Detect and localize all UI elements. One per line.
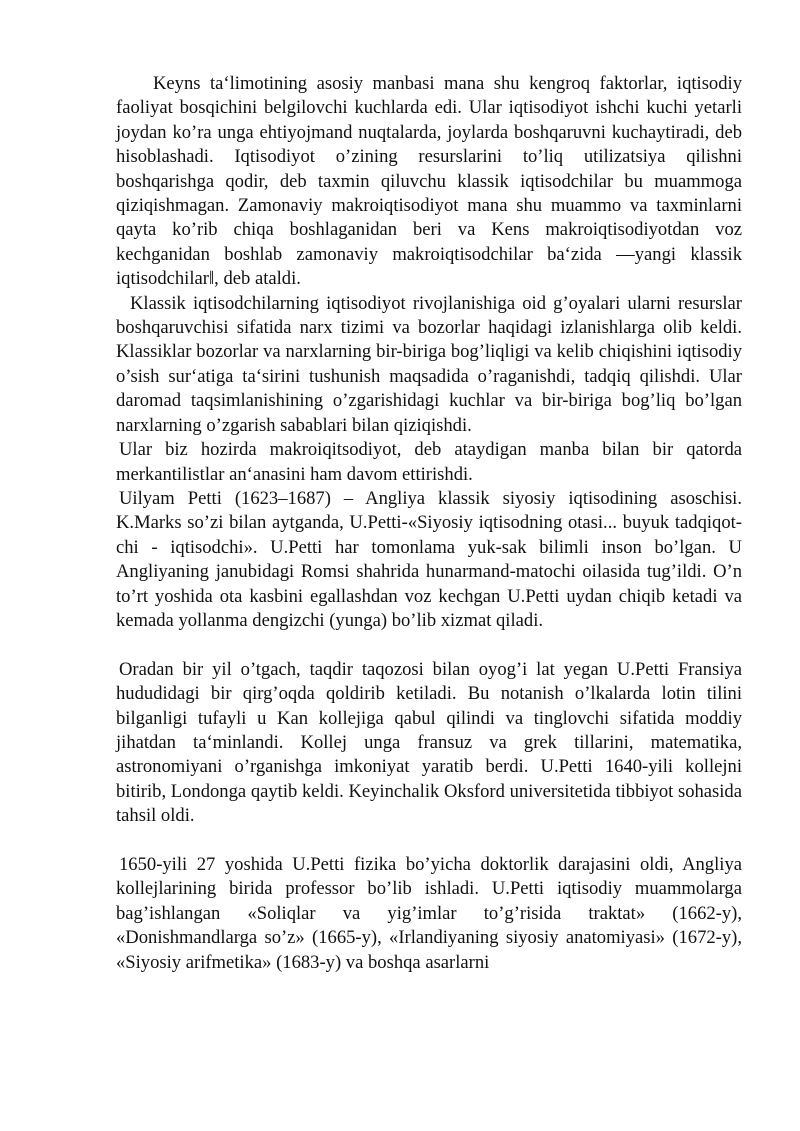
paragraph-gap xyxy=(116,829,742,853)
paragraph-gap xyxy=(116,633,742,657)
paragraph-william-petty: Uilyam Petti (1623–1687) – Angliya klassik siyosiy iqtisodining asoschisi. K.Marks so’zi bilan aytganda, U.Petti-«Siyosiy iqtisodning otasi... buyuk tadqiqot-chi - iqtisodchi». U.Petti har tomonlama yuk-sak bilimli inson bo’lgan. U Angliyaning janubidagi Romsi shahrida hunarmand-matochi oilasida tug’ildi. O’n to’rt yoshida ota kasbini egallashdan voz kechgan U.Petti uydan chiqib ketadi va kemada yollanma dengizchi (yunga) bo’lib xizmat qiladi. xyxy=(116,487,742,631)
paragraph-mercantilists: Ular biz hozirda makroiqitsodiyot, deb ataydigan manba bilan bir qatorda merkantilistlar an‘anasini ham davom ettirishdi. xyxy=(116,439,742,485)
paragraph-classical-economists: Klassik iqtisodchilarning iqtisodiyot rivojlanishiga oid g’oyalari ularni resurslar boshqaruvchisi sifatida narx tizimi va bozorlar haqidagi izlanishlarga olib keldi. Klassiklar bozorlar va narxlarning bir-biriga bog’liqligi va kelib chiqishini iqtisodiy o’sish sur‘atiga ta‘sirini tushunish maqsadida o’raganishdi, tadqiq qilishdi. Ular daromad taqsimlanishining o’zgarishidagi kuchlar va bir-biriga bog’liq bo’lgan narxlarning o’zgarish sabablari bilan qiziqishdi. xyxy=(116,292,742,436)
paragraph-keyns: Keyns ta‘limotining asosiy manbasi mana shu kengroq faktorlar, iqtisodiy faoliyat bosqichini belgilovchi kuchlarda edi. Ular iqtisodiyot ishchi kuchi yetarli joydan ko’ra unga ehtiyojmand nuqtalarda, joylarda boshqaruvni kuchaytiradi, deb hisoblashadi. Iqtisodiyot o’zining resurslarini to’liq utilizatsiya qilishni boshqarishga qodir, deb taxmin qiluvchu klassik iqtisodchilar bu muammoga qiziqishmagan. Zamonaviy makroiqtisodiyot mana shu muammo va taxminlarni qayta ko’rib chiqa boshlaganidan beri va Kens makroiqtisodiyotdan voz kechganidan boshlab zamonaviy makroiqtisodchilar ba‘zida ―yangi klassik iqtisodchilar‖, deb ataldi. xyxy=(116,73,742,290)
paragraph-petty-works: 1650-yili 27 yoshida U.Petti fizika bo’yicha doktorlik darajasini oldi, Angliya kollejlarining birida professor bo’lib ishladi. U.Petti iqtisodiy muammolarga bag’ishlangan «Soliqlar va yig’imlar to’g’risida traktat» (1662-y), «Donishmandlarga so’z» (1665-y), «Irlandiyaning siyosiy anatomiyasi» (1672-y), «Siyosiy arifmetika» (1683-y) va boshqa asarlarni xyxy=(116,853,742,973)
document-page xyxy=(116,72,742,975)
paragraph-petty-france: Oradan bir yil o’tgach, taqdir taqozosi bilan oyog’i lat yegan U.Petti Fransiya hududidagi bir qirg’oqda qoldirib ketiladi. Bu notanish o’lkalarda lotin tilini bilganligi tufayli u Kan kollejiga qabul qilindi va tinglovchi sifatida moddiy jihatdan ta‘minlandi. Kollej unga fransuz va grek tillarini, matematika, astronomiyani o’rganishga imkoniyat yaratib berdi. U.Petti 1640-yili kollejni bitirib, Londonga qaytib keldi. Keyinchalik Oksford universitetida tibbiyot sohasida tahsil oldi. xyxy=(116,658,742,827)
